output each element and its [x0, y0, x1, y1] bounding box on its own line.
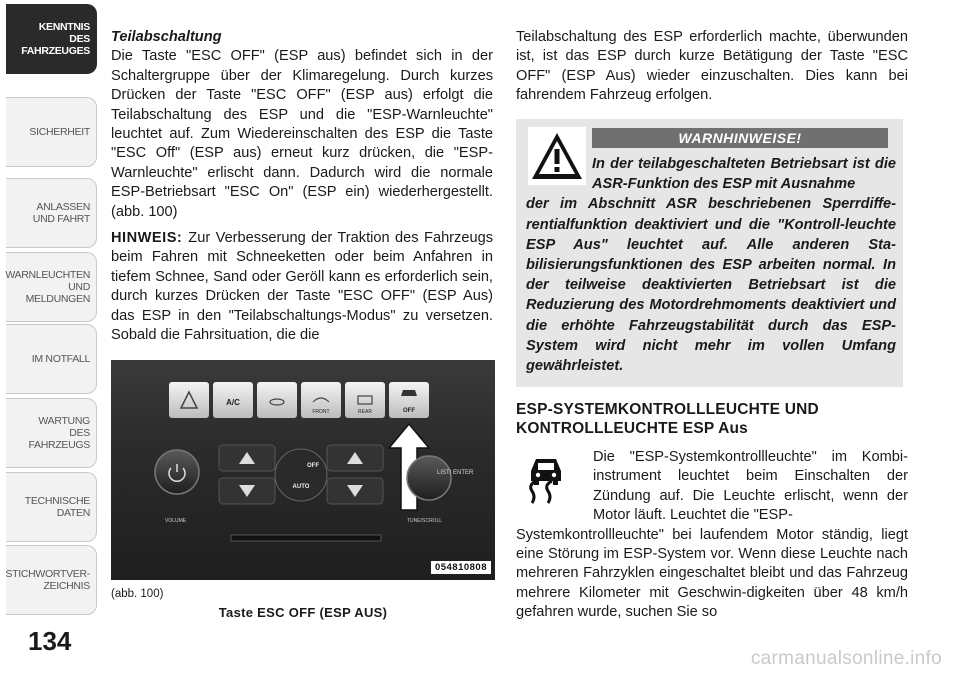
figure-ref: (abb. 100)	[111, 588, 164, 600]
note-text: Zur Verbesserung der Traktion des Fahrzeugs beim Fahren mit Schneeketten oder beim Anfahren in tiefem Schnee, Sand oder Geröll kann es erforderlich sein, durch kurzes Drücken der Taste "ESC OFF" (ESP Aus) das ESP in den "Teilabschaltungs-Modus" zu versetzen. Sobald die Fahrsituation, die die	[111, 230, 493, 344]
warning-title: WARNHINWEISE!	[592, 128, 888, 148]
watermark: carmanualsonline.info	[750, 648, 942, 669]
auto-label: AUTO	[292, 484, 310, 490]
section-intro: Die "ESP-Systemkontrollleuchte" im Kombi-instrument leuchtet beim Einschalten der Zündung auf. Die Leuchte erlischt, wenn der Motor läuft. Leuchtet die "ESP-	[593, 449, 908, 524]
tab-anlassen-und-fahrt[interactable]: ANLASSEN UND FAHRT	[6, 178, 97, 248]
recirculation-button	[257, 382, 297, 418]
warning-intro: In der teilabgeschalteten Betriebsart ist die ASR-Funktion des ESP mit Ausnahme	[592, 156, 896, 193]
volume-label: VOLUME	[165, 518, 187, 524]
right-column	[516, 28, 908, 106]
subheading-teilabschaltung: Teilabschaltung	[111, 29, 222, 45]
tab-wartung-des-fahrzeugs[interactable]: WARTUNG DES FAHRZEUGS	[6, 398, 97, 468]
tune-scroll-knob	[407, 456, 451, 500]
front-label: FRONT	[312, 409, 330, 415]
figure-esc-off-button	[111, 360, 495, 580]
chapter-sidebar	[0, 0, 99, 678]
tab-warnleuchten-und-meldungen[interactable]: WARNLEUCHTEN UND MELDUNGEN	[6, 252, 97, 322]
cd-slot	[231, 535, 381, 541]
section-rest: Systemkontrollleuchte" bei laufendem Motor ständig, liegt eine Störung im ESP-System vor. Wenn diese Leuchte nach mehreren Fahrzyklen eingeschaltet bleibt und das Fahrzeug mehrere Kilometer mit Geschwin-digkeiten über 48 km/h gefahren wurde, suchen Sie so	[516, 526, 908, 621]
tune-scroll-label: TUNE/SCROLL	[407, 518, 443, 524]
warning-box	[516, 119, 903, 387]
section-title-esp: ESP-SYSTEMKONTROLLLEUCHTE UND KONTROLLLEUCHTE ESP Aus	[516, 401, 819, 437]
tab-kenntnis-des-fahrzeuges[interactable]: KENNTNIS DES FAHRZEUGES	[6, 4, 97, 74]
page-number: 134	[28, 626, 72, 656]
tab-technische-daten[interactable]: TECHNISCHE DATEN	[6, 472, 97, 542]
list-enter-label: LIST/ ENTER	[437, 470, 474, 476]
hazard-button	[169, 382, 209, 418]
fan-off-label: OFF	[307, 463, 319, 469]
warning-body: der im Abschnitt ASR beschriebenen Sperrdiffe-rentialfunktion deaktiviert und die "Kontroll-leuchte ESP Aus" leuchtet auf. Alle anderen Sta-bilisierungsfunktionen des ESP arbeiten normal. In der teilweise deaktivierten Betriebsart ist die Reduzierung des Motordrehmoments deaktiviert und die erhöhte Fahrzeugstabilität durch das ESP-System wird nicht mehr im vollen Umfang gewährleistet.	[526, 196, 896, 375]
fan-auto-dial	[275, 449, 327, 501]
esc-off-label: OFF	[403, 408, 415, 414]
tab-im-notfall[interactable]: IM NOTFALL	[6, 324, 97, 394]
paragraph-esc-off: Die Taste "ESC OFF" (ESP aus) befindet sich in der Schaltergruppe über der Klimaregelung. Durch kurzes Drücken der Taste "ESC OFF" (ESP aus) erfolgt die Teilabschaltung des ESP und die "ESP-Warnleuchte" leuchtet auf. Zum Wiedereinschalten des ESP die Taste "ESC Off" (ESP aus) erneut kurz drücken, die "ESP-Warnleuchte" erlischt dann. Dadurch wird die normale ESP-Betriebsart "ESC On" (ESP ein) wiederhergestellt. (abb. 100)	[111, 48, 493, 220]
paragraph-continued: Teilabschaltung des ESP erforderlich machte, überwunden ist, ist das ESP durch kurze Betätigung der Taste "ESC OFF" (ESP Aus) wieder einzuschalten. Dies kann bei fahrendem Fahrzeug erfolgen.	[516, 29, 908, 104]
dashboard-illustration	[111, 360, 495, 580]
warning-text	[526, 154, 896, 376]
left-column	[111, 28, 493, 346]
section-text	[516, 448, 908, 623]
note-label: HINWEIS:	[111, 230, 183, 247]
rear-label: REAR	[358, 409, 372, 415]
figure-code: 054810808	[431, 561, 491, 574]
ac-label: A/C	[226, 398, 240, 407]
note-paragraph	[111, 229, 493, 345]
tab-sicherheit[interactable]: SICHERHEIT	[6, 97, 97, 167]
figure-caption: Taste ESC OFF (ESP AUS)	[218, 605, 388, 620]
esc-car-icon	[401, 390, 417, 396]
tab-stichwortverzeichnis[interactable]: STICHWORTVER- ZEICHNIS	[6, 545, 97, 615]
